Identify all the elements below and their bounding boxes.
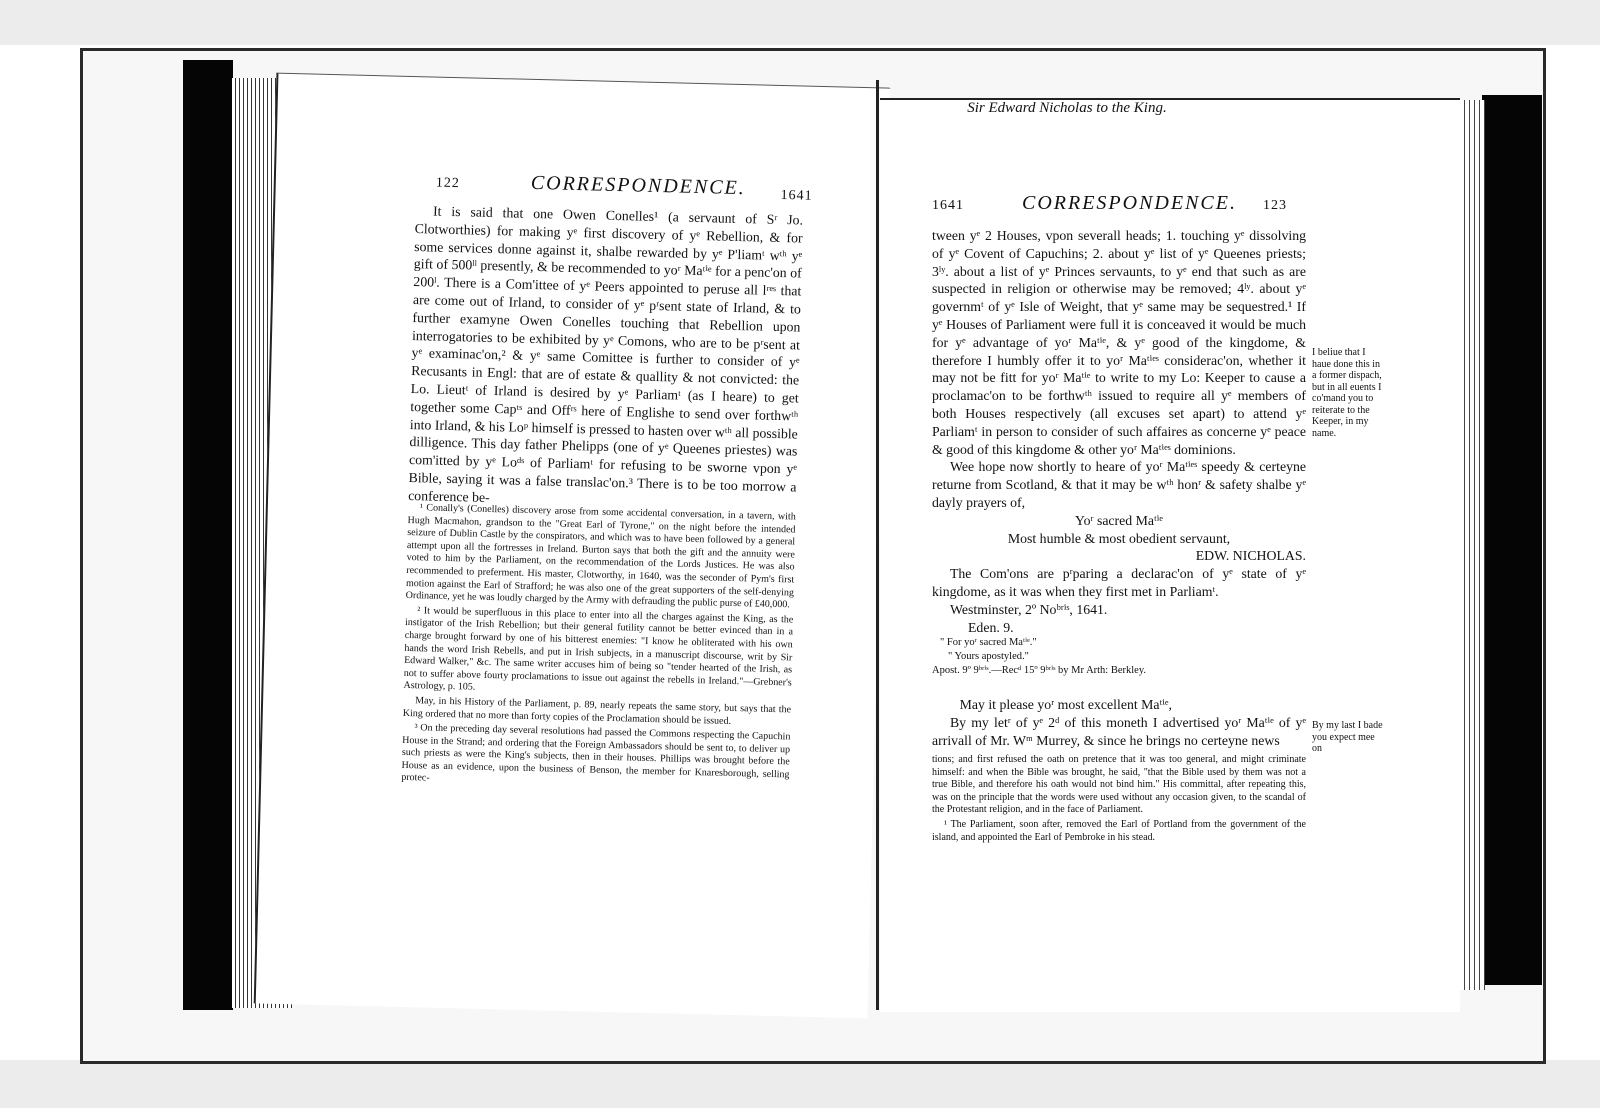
left-footnote-2: ² It would be superfluous in this place to enter into all the charges against the King, as the instigator of the Irish Rebellion; but their general futility cannot be better evinced than in a charge brought forward by one of his bitterest enemies: "I know he obliterated with his own hands the word Irish Rebells, and put in Irish subjects, in a manuscript discourse, writ by Sir Edward Walker," &c. The same writer accuses him of being so "tender hearted of the Irish, as not to suffer above fourty proclamations to issue out against the rebells in Ireland."—Grebner's Astrology, p. 105.	[403, 604, 794, 693]
scan-noise-bottom	[0, 1060, 1600, 1108]
letter-body: By my letʳ of yᵉ 2ᵈ of this moneth I advertised yoʳ Maᵗⁱᵉ of yᵉ arrivall of Mr. Wᵐ Murrey, & since he brings no certeyne news	[932, 714, 1306, 748]
right-body-text	[932, 227, 1306, 678]
left-body-paragraph: It is said that one Owen Conelles¹ (a servaunt of Sʳ Jo. Clotworthies) for making yᵉ first discovery of yᵉ Rebellion, & for some services donne against it, shalbe rewarded by yᵉ P'liamᵗ wᵗʰ yᵉ gift of 500ˡˡ presently, & be recommended to yoʳ Maᵗⁱᵉ for a penc'on of 200ˡ. There is a Com'ittee of yᵉ Peers appointed to peruse all lʳᵉˢ that are come out of Irland, to consider of yᵉ pʳsent state of Irland, & to further examyne Owen Conelles touching that Rebellion upon interrogatories to be exhibited by yᵉ Comons, who are to be pʳsent at yᵉ examinac'on,² & yᵉ same Comittee is further to consider of yᵉ Recusants in Engl: that are of estate & quallity & not convicted: the Lo. Lieutᵗ of Irland is desired by yᵉ Parliamᵗ (as I heare) to get together some Capᵗˢ and Offʳˢ here of Englishe to send over forthwᵗʰ into Irland, & his Loᵖ himself is pressed to hasten over wᵗʰ all possible dilligence. This day father Phelipps (one of yᵉ Queenes priestes) was com'itted by yᵉ Loᵈˢ of Parliamᵗ for refusing to be sworne vpon yᵉ Bible, saying it was a false translac'on.³ There is to be too morrow a conference be-	[407, 203, 804, 505]
closing-line-2: Most humble & most obedient servaunt,	[1007, 530, 1231, 546]
signature: EDW. NICHOLAS.	[1195, 548, 1306, 564]
right-page-number: 123	[1263, 198, 1287, 213]
right-body-paragraph-1: tween yᵉ 2 Houses, vpon severall heads; 1. touching yᵉ dissolving of yᵉ Covent of Capuchins; 2. about yᵉ list of yᵉ Queenes priests; 3ˡʸ. about a list of yᵉ Princes servaunts, to yᵉ end that such as are suspected in religion or otherwise may be removed; 4ˡʸ. about yᵉ governmᵗ of yᵉ Isle of Weight, that yᵉ same may be sequestred.¹ If yᵉ Houses of Parliament were full it is conceaved it would be much for yᵉ advantage of yoʳ Maᵗⁱᵉ, & yᵉ good of the kingdome, & therefore I humbly offer it to yoʳ Maᵗⁱᵉˢ considerac'on, whether it may not be fitt for yoʳ Maᵗⁱᵉ to write to my Lo: Keeper to cause a proclamac'on to be forthwᵗʰ issued to require all yᵉ members of both Houses respectively (all excuses set apart) to attend yᵉ Parliamᵗ in person to consider of such affaires as concerne yᵉ peace & good of this kingdome & other yoʳ Maᵗⁱᵉˢ dominions.	[932, 228, 1306, 457]
letter-heading: Sir Edward Nicholas to the King.	[967, 100, 1167, 116]
endorsement-3: " Yours apostyled."	[948, 651, 1029, 663]
left-page	[254, 73, 891, 1019]
left-body-text	[408, 202, 803, 514]
right-year: 1641	[932, 198, 964, 213]
book-gutter	[876, 80, 879, 1010]
salutation: May it please yoʳ most excellent Maᵗⁱᵉ,	[959, 697, 1172, 712]
endorsement-1: Eden. 9.	[968, 619, 1014, 635]
postscript: The Com'ons are pʳparing a declarac'on of yᵉ state of yᵉ kingdome, as it was when they first met in Parliamᵗ.	[932, 566, 1306, 599]
margin-note-1: I beliue that I haue done this in a former dispach, but in all euents I co'mand you to reiterate to the Keeper, in my name.	[1312, 347, 1382, 439]
endorsement-4: Apost. 9º 9ᵇʳⁱˢ.—Recᵈ 15º 9ᵇʳⁱˢ by Mr Arth: Berkley.	[932, 665, 1147, 677]
dateline: Westminster, 2º Noᵇʳⁱˢ, 1641.	[950, 601, 1108, 617]
left-footnote-3: ³ On the preceding day several resolutions had passed the Commons respecting the Capuchin House in the Strand; and ordering that the Foreign Ambassadors should be sent to, to deliver up such priests as were the King's subjects, then in their houses. Phillips was brought before the House as an evidence, upon the business of Benson, the member for Knaresborough, selling protec-	[401, 722, 791, 785]
left-footnote-1: ¹ Conally's (Conelles) discovery arose from some accidental conversation, in a tavern, with Hugh Macmahon, grandson to the "Great Earl of Tyrone," on the night before the intended seizure of Dublin Castle by the conspirators, and which was to have been followed by a general attempt upon all the fortresses in Ireland. Burton says that both the gift and the annuity were voted to him by the Parliament, on the recommendation of the Lords Justices. He was also recommended to preferment. His master, Clotworthy, in 1640, was the seconder of Pym's first motion against the Earl of Strafford; he was also one of the great supporters of the self-denying Ordinance, yet he was loudly charged by the Army with defrauding the public purse of £40,000.	[405, 502, 796, 611]
right-body-paragraph-2: Wee hope now shortly to heare of yoʳ Maᵗⁱᵉˢ speedy & certeyne returne from Scotland, & that it may be wᵗʰ honʳ & safety shalbe yᵉ dayly prayers of,	[932, 459, 1306, 510]
closing-line-1: Yoʳ sacred Maᵗⁱᵉ	[1075, 512, 1163, 528]
right-footnote-1: ¹ The Parliament, soon after, removed the Earl of Portland from the government of the island, and appointed the Earl of Pembroke in his stead.	[932, 818, 1306, 843]
scan-noise-top	[0, 0, 1600, 45]
left-footnote-2-cont: May, in his History of the Parliament, p. 89, nearly repeats the same story, but says that the King ordered that no more than forty copies of the Proclamation should be issued.	[402, 695, 792, 727]
left-year: 1641	[780, 187, 813, 204]
margin-note-2: By my last I bade you expect mee on	[1312, 720, 1383, 754]
left-page-number: 122	[435, 175, 460, 192]
right-running-title: CORRESPONDENCE.	[1022, 192, 1237, 214]
left-footnotes	[401, 502, 796, 796]
left-running-title: CORRESPONDENCE.	[530, 171, 747, 200]
right-page	[880, 98, 1460, 1012]
cover-shadow-left	[183, 60, 233, 1010]
right-footnote-continued: tions; and first refused the oath on pretence that it was too general, and might criminate himself: and when the Bible was brought, he said, "that the Bible used by them was not a true Bible, and therefore his oath would not bind him." His committal, after repeating this, was on the principle that the words were used without any occasion given, to the scandal of the Protestant religion, and in the face of Parliament.	[932, 754, 1306, 816]
endorsement-2: " For yoʳ sacred Maᵗⁱᵉ."	[940, 637, 1037, 649]
letter-text	[932, 696, 1306, 749]
right-footnotes	[932, 754, 1306, 846]
cover-shadow-right	[1482, 95, 1542, 985]
